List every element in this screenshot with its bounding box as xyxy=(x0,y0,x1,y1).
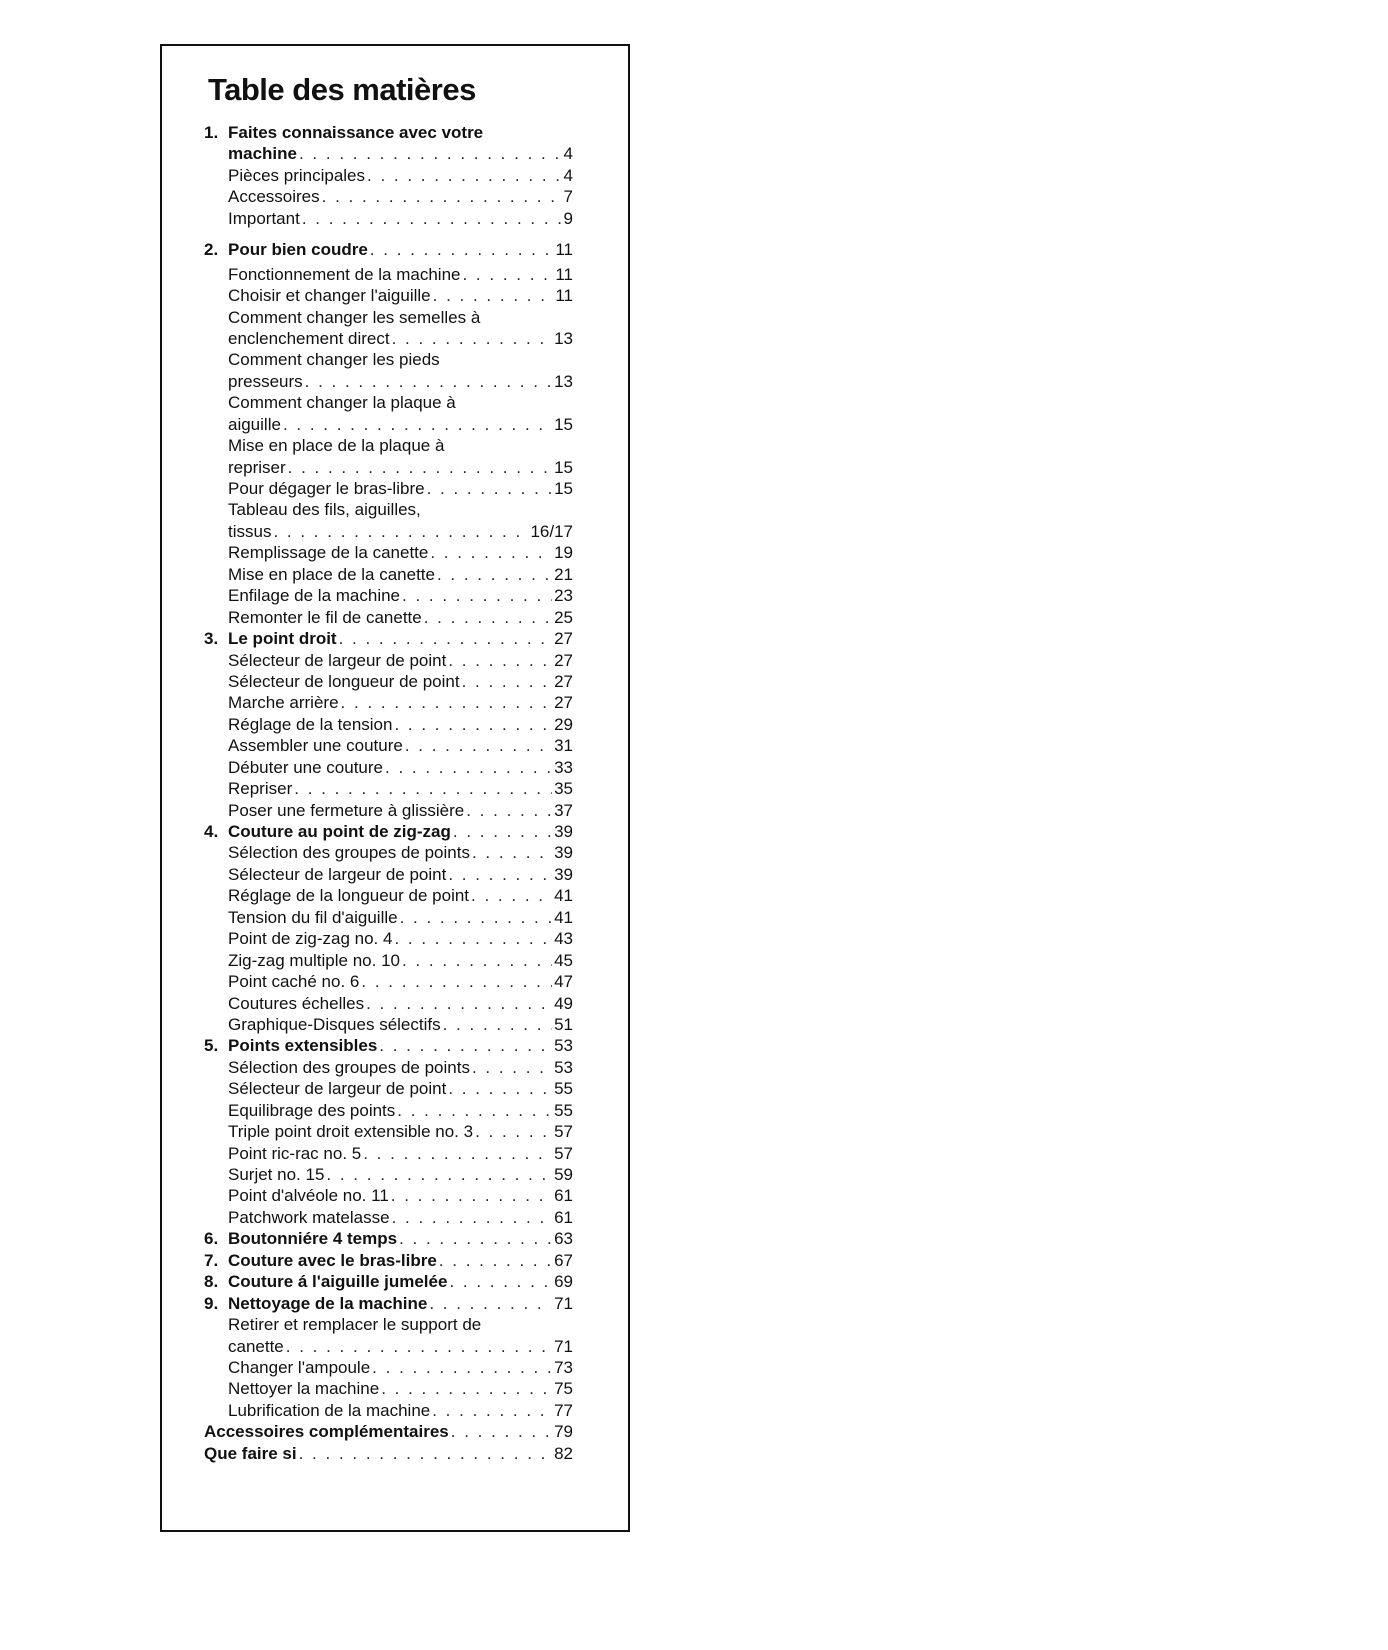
toc-entry-label: Mise en place de la canette xyxy=(228,564,435,584)
toc-entry xyxy=(204,628,573,649)
toc-entry xyxy=(204,1164,573,1185)
toc-entry xyxy=(204,239,573,260)
toc-entry-label: Poser une fermeture à glissière xyxy=(228,800,465,820)
toc-entry-label: Nettoyage de la machine xyxy=(228,1293,428,1313)
toc-entry xyxy=(204,1207,573,1228)
toc-entry-label: Point de zig-zag no. 4 xyxy=(228,929,393,949)
toc-entry xyxy=(204,692,573,713)
toc-entry xyxy=(204,1421,573,1442)
toc-entry-page: 19 xyxy=(554,543,573,563)
toc-entry-page: 53 xyxy=(554,1057,573,1077)
page-title: Table des matières xyxy=(208,72,476,107)
toc-entry-label: Sélection des groupes de points xyxy=(228,1057,470,1077)
toc-entry-page: 31 xyxy=(554,736,573,756)
toc-entry xyxy=(204,800,573,821)
dot-leader xyxy=(363,1143,552,1164)
toc-entry-label: Fonctionnement de la machine xyxy=(228,264,461,284)
toc-entry xyxy=(204,1314,573,1335)
toc-entry-page: 55 xyxy=(554,1100,573,1120)
toc-entry xyxy=(204,1185,573,1206)
toc-entry xyxy=(204,885,573,906)
toc-entry-label: Faites connaissance avec votre xyxy=(228,123,484,142)
toc-entry-page: 82 xyxy=(554,1443,573,1463)
dot-leader xyxy=(424,607,552,628)
toc-entry-page: 71 xyxy=(554,1293,573,1313)
toc-entry-label: Graphique-Disques sélectifs xyxy=(228,1014,441,1034)
toc-entry xyxy=(204,307,573,328)
toc-entry xyxy=(204,542,573,563)
toc-entry xyxy=(204,122,573,143)
dot-leader xyxy=(475,1121,552,1142)
toc-entry-page: 47 xyxy=(554,972,573,992)
toc-entry-page: 61 xyxy=(554,1207,573,1227)
dot-leader xyxy=(402,585,552,606)
toc-entry xyxy=(204,757,573,778)
toc-entry xyxy=(204,1378,573,1399)
toc-entry xyxy=(204,521,573,542)
toc-entry xyxy=(204,1078,573,1099)
toc-entry-label: Remonter le fil de canette xyxy=(228,607,422,627)
dot-leader xyxy=(448,864,552,885)
dot-leader xyxy=(367,165,562,186)
toc-entry-label: Comment changer la plaque à xyxy=(228,393,456,413)
toc-entry-page: 67 xyxy=(554,1250,573,1270)
toc-entry xyxy=(204,1014,573,1035)
toc-entry-label: Important xyxy=(228,208,300,228)
toc-entry xyxy=(204,1035,573,1056)
toc-entry-number: 1. xyxy=(204,123,219,142)
toc-entry xyxy=(204,457,573,478)
toc-entry xyxy=(204,478,573,499)
dot-leader xyxy=(341,692,553,713)
toc-entry-page: 73 xyxy=(554,1357,573,1377)
toc-entry xyxy=(204,1336,573,1357)
dot-leader xyxy=(326,1164,552,1185)
toc-entry-label: Enfilage de la machine xyxy=(228,586,401,606)
toc-entry-label: Remplissage de la canette xyxy=(228,543,429,563)
toc-entry-label: canette xyxy=(228,1336,284,1356)
toc-entry xyxy=(204,821,573,842)
toc-entry xyxy=(204,1228,573,1249)
toc-entry-page: 51 xyxy=(554,1014,573,1034)
toc-entry-page: 11 xyxy=(555,264,573,284)
dot-leader xyxy=(430,542,552,563)
toc-entry-page: 33 xyxy=(554,757,573,777)
toc-entry-page: 9 xyxy=(563,208,573,228)
toc-entry-label: Choisir et changer l'aiguille xyxy=(228,286,431,306)
toc-entry-page: 21 xyxy=(554,564,573,584)
toc-entry-number: 3. xyxy=(204,629,219,649)
toc-entry-label: Marche arrière xyxy=(228,693,339,713)
toc-entry-label: Sélecteur de largeur de point xyxy=(228,650,447,670)
toc-entry-page: 4 xyxy=(563,165,573,185)
toc-entry-page: 49 xyxy=(554,993,573,1013)
toc-entry-page: 15 xyxy=(554,414,573,434)
toc-entry-page: 15 xyxy=(554,479,573,498)
toc-entry xyxy=(204,392,573,413)
dot-leader xyxy=(385,757,552,778)
toc-entry-label: Réglage de la longueur de point xyxy=(228,886,470,906)
toc-entry-label: Point d'alvéole no. 11 xyxy=(228,1186,389,1206)
toc-entry-label: presseurs xyxy=(228,371,303,391)
toc-entry-page: 37 xyxy=(554,800,573,820)
toc-entry xyxy=(204,1143,573,1164)
dot-leader xyxy=(433,285,554,306)
toc-entry-label: Accessoires xyxy=(228,187,320,207)
dot-leader xyxy=(443,1014,552,1035)
toc-entry xyxy=(204,585,573,606)
toc-entry-label: Tableau des fils, aiguilles, xyxy=(228,500,421,520)
toc-entry-page: 69 xyxy=(554,1272,573,1292)
dot-leader xyxy=(294,778,552,799)
toc-entry xyxy=(204,143,573,164)
toc-entry-label: Points extensibles xyxy=(228,1036,378,1056)
dot-leader xyxy=(432,1400,552,1421)
toc-entry-page: 61 xyxy=(554,1186,573,1206)
dot-leader xyxy=(453,821,552,842)
toc-entry-number: 8. xyxy=(204,1272,219,1292)
dot-leader xyxy=(392,1207,553,1228)
toc-entry-label: Surjet no. 15 xyxy=(228,1165,325,1184)
toc-entry xyxy=(204,928,573,949)
toc-entry-page: 41 xyxy=(554,907,573,927)
dot-leader xyxy=(466,800,552,821)
toc-entry-label: aiguille xyxy=(228,414,281,434)
toc-entry xyxy=(204,208,573,229)
toc-entry-page: 13 xyxy=(554,328,573,348)
toc-entry xyxy=(204,778,573,799)
dot-leader xyxy=(366,993,552,1014)
toc-entry-page: 39 xyxy=(554,822,573,841)
toc-entry-label: Tension du fil d'aiguille xyxy=(228,907,398,927)
toc-entry-page: 41 xyxy=(554,886,573,906)
toc-entry xyxy=(204,1400,573,1421)
dot-leader xyxy=(288,457,552,478)
toc-entry-page: 75 xyxy=(554,1379,573,1399)
dot-leader xyxy=(381,1378,552,1399)
toc-entry xyxy=(204,1250,573,1271)
dot-leader xyxy=(402,950,552,971)
toc-entry xyxy=(204,264,573,285)
toc-entry-number: 2. xyxy=(204,240,219,260)
toc-entry-label: Lubrification de la machine xyxy=(228,1400,431,1420)
toc-entry-label: Couture avec le bras-libre xyxy=(228,1250,437,1270)
toc-entry xyxy=(204,1443,573,1464)
toc-entry xyxy=(204,186,573,207)
dot-leader xyxy=(471,885,552,906)
toc-entry xyxy=(204,328,573,349)
dot-leader xyxy=(305,371,552,392)
dot-leader xyxy=(392,328,552,349)
dot-leader xyxy=(339,628,552,649)
dot-leader xyxy=(391,1185,552,1206)
dot-leader xyxy=(437,564,552,585)
toc-entry xyxy=(204,414,573,435)
dot-leader xyxy=(299,1443,552,1464)
toc-entry-page: 57 xyxy=(554,1143,573,1163)
toc-entry-label: Débuter une couture xyxy=(228,757,383,777)
toc-entry-label: Que faire si xyxy=(204,1443,297,1463)
toc-entry xyxy=(204,1357,573,1378)
dot-leader xyxy=(427,478,553,499)
toc-entry-label: Patchwork matelasse xyxy=(228,1207,390,1227)
toc-entry xyxy=(204,1100,573,1121)
toc-entry-label: repriser xyxy=(228,457,286,477)
toc-entry-label: Point ric-rac no. 5 xyxy=(228,1143,362,1163)
dot-leader xyxy=(449,1271,552,1292)
toc-entry xyxy=(204,564,573,585)
toc-entry-page: 27 xyxy=(554,650,573,670)
dot-leader xyxy=(472,842,552,863)
toc-entry-label: Nettoyer la machine xyxy=(228,1379,380,1399)
toc-entry-label: Comment changer les pieds xyxy=(228,350,440,370)
dot-leader xyxy=(394,714,552,735)
toc-entry-page: 53 xyxy=(554,1036,573,1056)
toc-entry-page: 16/17 xyxy=(530,521,573,541)
dot-leader xyxy=(299,143,562,164)
dot-leader xyxy=(370,239,554,260)
dot-leader xyxy=(429,1293,552,1314)
toc-entry-label: Point caché no. 6 xyxy=(228,972,360,992)
toc-entry xyxy=(204,435,573,456)
toc-entry xyxy=(204,907,573,928)
toc-entry-page: 57 xyxy=(554,1122,573,1142)
toc-entry-label: machine xyxy=(228,144,297,164)
toc-entry-label: Mise en place de la plaque à xyxy=(228,436,445,456)
toc-entry-page: 11 xyxy=(555,286,573,306)
toc-frame xyxy=(160,44,630,1532)
toc-entry-page: 77 xyxy=(554,1400,573,1420)
toc-entry-number: 5. xyxy=(204,1036,219,1056)
toc-entry xyxy=(204,971,573,992)
toc-entry-label: Retirer et remplacer le support de xyxy=(228,1315,482,1335)
toc-entry-page: 11 xyxy=(555,240,573,260)
dot-leader xyxy=(399,1228,552,1249)
toc-entry-page: 27 xyxy=(554,671,573,691)
toc-entry xyxy=(204,1293,573,1314)
toc-entry-page: 39 xyxy=(554,843,573,863)
toc-entry-label: Accessoires complémentaires xyxy=(204,1422,449,1442)
dot-leader xyxy=(472,1057,552,1078)
toc-entry-label: Sélecteur de largeur de point xyxy=(228,1079,447,1099)
toc-entry-number: 7. xyxy=(204,1250,219,1270)
toc-entry-page: 15 xyxy=(554,457,573,477)
toc-entry-label: Coutures échelles xyxy=(228,993,365,1013)
toc-entry-page: 13 xyxy=(554,371,573,391)
toc-entry xyxy=(204,1121,573,1142)
toc-entry xyxy=(204,607,573,628)
toc-entry-label: Comment changer les semelles à xyxy=(228,307,481,327)
toc-entry-label: Boutonniére 4 temps xyxy=(228,1229,398,1249)
dot-leader xyxy=(273,521,528,542)
toc-entry-label: Pièces principales xyxy=(228,165,366,185)
toc-entry xyxy=(204,735,573,756)
dot-leader xyxy=(439,1250,552,1271)
dot-leader xyxy=(379,1035,552,1056)
toc-entry-page: 71 xyxy=(554,1336,573,1356)
dot-leader xyxy=(400,907,553,928)
toc-entry xyxy=(204,993,573,1014)
dot-leader xyxy=(286,1336,552,1357)
toc-entry-page: 4 xyxy=(563,144,573,164)
toc-entry xyxy=(204,864,573,885)
toc-entry xyxy=(204,671,573,692)
dot-leader xyxy=(451,1421,552,1442)
toc-entry-number: 4. xyxy=(204,822,219,841)
toc-entry xyxy=(204,1271,573,1292)
toc-entry-label: tissus xyxy=(228,521,272,541)
toc-entry-label: Sélecteur de longueur de point xyxy=(228,671,460,691)
dot-leader xyxy=(361,971,552,992)
dot-leader xyxy=(397,1100,552,1121)
toc-entry-page: 25 xyxy=(554,607,573,627)
dot-leader xyxy=(283,414,552,435)
toc-entry-page: 35 xyxy=(554,779,573,799)
toc-entry-number: 6. xyxy=(204,1229,219,1249)
toc-entry xyxy=(204,842,573,863)
toc-entry xyxy=(204,1057,573,1078)
toc-entry-label: Couture au point de zig-zag xyxy=(228,822,451,841)
toc-entry-page: 39 xyxy=(554,864,573,884)
toc-entry-page: 27 xyxy=(554,693,573,713)
toc-entry-label: Sélection des groupes de points xyxy=(228,843,470,863)
toc-entry xyxy=(204,285,573,306)
toc-entry xyxy=(204,714,573,735)
toc-entry-label: Réglage de la tension xyxy=(228,714,393,734)
dot-leader xyxy=(302,208,562,229)
dot-leader xyxy=(448,1078,552,1099)
toc-entry-label: Pour dégager le bras-libre xyxy=(228,479,425,498)
toc-entry-page: 7 xyxy=(563,187,573,207)
toc-entry xyxy=(204,165,573,186)
toc-entry-page: 23 xyxy=(554,586,573,606)
toc-entry-label: Couture á l'aiguille jumelée xyxy=(228,1272,448,1292)
toc-entry-label: Le point droit xyxy=(228,629,337,649)
dot-leader xyxy=(448,650,552,671)
toc-entry-label: Zig-zag multiple no. 10 xyxy=(228,950,400,970)
toc-entry-page: 29 xyxy=(554,714,573,734)
toc-entry-page: 55 xyxy=(554,1079,573,1099)
table-of-contents xyxy=(204,122,573,1464)
toc-entry xyxy=(204,349,573,370)
toc-entry-label: Equilibrage des points xyxy=(228,1100,396,1120)
toc-entry-label: Pour bien coudre xyxy=(228,240,368,260)
dot-leader xyxy=(462,671,553,692)
toc-entry xyxy=(204,499,573,520)
toc-entry-page: 27 xyxy=(554,629,573,649)
dot-leader xyxy=(405,735,552,756)
toc-entry-page: 45 xyxy=(554,950,573,970)
toc-entry-page: 79 xyxy=(554,1422,573,1442)
toc-entry-page: 43 xyxy=(554,929,573,949)
dot-leader xyxy=(394,928,552,949)
toc-entry-label: Sélecteur de largeur de point xyxy=(228,864,447,884)
toc-entry-label: Repriser xyxy=(228,779,293,799)
toc-entry xyxy=(204,650,573,671)
toc-entry-page: 59 xyxy=(554,1165,573,1184)
toc-entry-label: Triple point droit extensible no. 3 xyxy=(228,1122,474,1142)
dot-leader xyxy=(372,1357,552,1378)
toc-entry-label: enclenchement direct xyxy=(228,328,390,348)
toc-entry xyxy=(204,950,573,971)
toc-entry-number: 9. xyxy=(204,1293,219,1313)
toc-entry-label: Changer l'ampoule xyxy=(228,1357,371,1377)
dot-leader xyxy=(462,264,553,285)
toc-entry-label: Assembler une couture xyxy=(228,736,403,756)
toc-entry xyxy=(204,371,573,392)
toc-entry-page: 63 xyxy=(554,1229,573,1249)
dot-leader xyxy=(322,186,562,207)
